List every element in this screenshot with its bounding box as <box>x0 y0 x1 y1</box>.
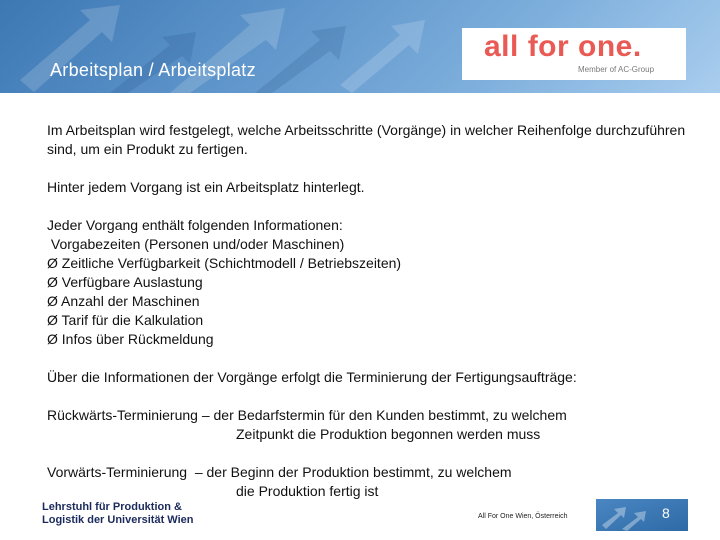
arrow-bullet-icon: Ø <box>47 274 58 290</box>
logo-tagline: Member of AC-Group <box>578 65 655 74</box>
slide-body <box>47 121 697 501</box>
chair-line-2: Logistik der Universität Wien <box>42 514 194 526</box>
company-footer: All For One Wien, Österreich <box>478 513 568 520</box>
backward-scheduling-continuation: Zeitpunkt die Produktion begonnen werden muss <box>236 426 541 442</box>
info-first-item: Vorgabezeiten (Personen und/oder Maschinen) <box>47 236 345 252</box>
arrow-bullet-icon: Ø <box>47 312 58 328</box>
intro-paragraph: Im Arbeitsplan wird festgelegt, welche Arbeitsschritte (Vorgänge) in welcher Reihenfolge durchzuführen sind, um ein Produkt zu fertigen. <box>47 122 686 157</box>
university-chair-label <box>42 501 194 527</box>
forward-scheduling-line: Vorwärts-Terminierung – der Beginn der Produktion bestimmt, zu welchem <box>47 464 512 480</box>
bullet-text: Verfügbare Auslastung <box>61 274 203 290</box>
bullet-item <box>47 292 697 311</box>
slide-header <box>0 0 720 93</box>
arrow-bullet-icon: Ø <box>47 331 58 347</box>
arrow-bullet-icon: Ø <box>47 293 58 309</box>
info-heading: Jeder Vorgang enthält folgenden Informationen: <box>47 217 343 233</box>
bullet-item <box>47 330 697 349</box>
workplace-note: Hinter jedem Vorgang ist ein Arbeitsplatz hinterlegt. <box>47 179 365 195</box>
company-logo <box>462 28 686 80</box>
chair-line-1: Lehrstuhl für Produktion & <box>42 501 182 513</box>
bullet-item <box>47 254 697 273</box>
bullet-text: Anzahl der Maschinen <box>61 293 200 309</box>
bullet-text: Zeitliche Verfügbarkeit (Schichtmodell / Betriebszeiten) <box>61 255 402 271</box>
backward-scheduling-line: Rückwärts-Terminierung – der Bedarfstermin für den Kunden bestimmt, zu welchem <box>47 407 567 423</box>
bullet-text: Tarif für die Kalkulation <box>61 312 204 328</box>
arrow-bullet-icon: Ø <box>47 255 58 271</box>
forward-scheduling-continuation: die Produktion fertig ist <box>236 483 379 499</box>
slide-title: Arbeitsplan / Arbeitsplatz <box>50 60 256 80</box>
bullet-text: Infos über Rückmeldung <box>61 331 214 347</box>
scheduling-intro: Über die Informationen der Vorgänge erfolgt die Terminierung der Fertigungsaufträge: <box>47 369 577 385</box>
bullet-item <box>47 311 697 330</box>
bullet-item <box>47 273 697 292</box>
footer-arrow-graphic <box>596 499 688 531</box>
page-number: 8 <box>662 505 670 521</box>
logo-wordmark: all for one. <box>484 30 642 63</box>
